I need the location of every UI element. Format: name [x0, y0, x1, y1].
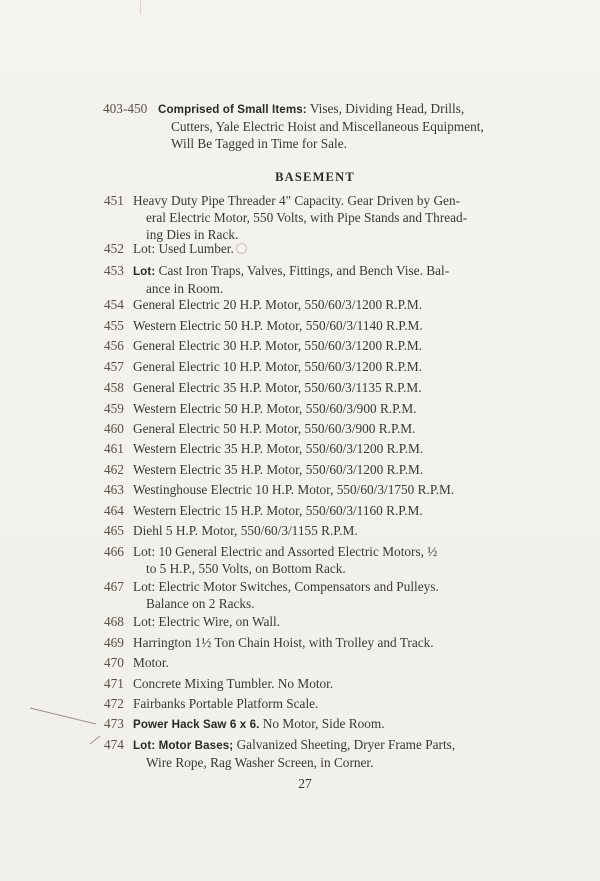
lot-number: 464 — [104, 503, 124, 518]
lot-line: Western Electric 35 H.P. Motor, 550/60/3/1200 R.P.M. — [133, 441, 424, 456]
lot-number: 452 — [104, 241, 124, 256]
lot-line: Heavy Duty Pipe Threader 4" Capacity. Gear Driven by Gen- — [133, 193, 461, 208]
lot-number: 453 — [104, 263, 124, 278]
lot-line: Galvanized Sheeting, Dryer Frame Parts, — [236, 737, 456, 752]
lot-line: to 5 H.P., 550 Volts, on Bottom Rack. — [146, 561, 346, 576]
lot-line: General Electric 35 H.P. Motor, 550/60/3/1135 R.P.M. — [133, 380, 422, 395]
lot-lead: Lot: — [133, 265, 156, 278]
lot-line: Westinghouse Electric 10 H.P. Motor, 550/60/3/1750 R.P.M. — [133, 482, 455, 497]
pencil-stroke-mark — [28, 706, 103, 746]
lot-line: Cast Iron Traps, Valves, Fittings, and Bench Vise. Bal- — [158, 263, 450, 278]
lot-number: 456 — [104, 338, 124, 353]
lot-line: Concrete Mixing Tumbler. No Motor. — [133, 676, 334, 691]
lot-line: Balance on 2 Racks. — [146, 596, 255, 611]
lot-line: Vises, Dividing Head, Drills, — [309, 101, 465, 116]
pencil-line — [30, 708, 96, 724]
lot-line: ance in Room. — [146, 281, 224, 296]
lot-line: Motor. — [133, 655, 169, 670]
lot-lead: Comprised of Small Items: — [158, 103, 307, 116]
lot-lead: Lot: Motor Bases; — [133, 739, 234, 752]
lot-number: 451 — [104, 193, 124, 208]
lot-number: 454 — [104, 297, 124, 312]
lot-description — [133, 578, 499, 612]
lot-number: 461 — [104, 441, 124, 456]
lot-description — [133, 262, 499, 297]
lot-line: General Electric 20 H.P. Motor, 550/60/3/1200 R.P.M. — [133, 297, 423, 312]
top-crease-mark — [140, 0, 151, 14]
lot-line: Western Electric 35 H.P. Motor, 550/60/3/1200 R.P.M. — [133, 462, 424, 477]
lot-description — [133, 461, 499, 478]
section-heading: BASEMENT — [275, 170, 355, 184]
lot-line: Cutters, Yale Electric Hoist and Miscellaneous Equipment, — [171, 119, 484, 134]
lot-description — [133, 654, 499, 671]
lot-line: Will Be Tagged in Time for Sale. — [171, 136, 347, 151]
lot-line: Lot: Electric Motor Switches, Compensators and Pulleys. — [133, 579, 439, 594]
lot-number: 466 — [104, 544, 124, 559]
lot-description — [133, 481, 499, 498]
lot-number: 472 — [104, 696, 124, 711]
lot-number: 463 — [104, 482, 124, 497]
lot-number: 471 — [104, 676, 124, 691]
lot-description — [133, 400, 499, 417]
lot-number: 462 — [104, 462, 124, 477]
lot-description — [158, 100, 500, 152]
lot-description — [133, 522, 499, 539]
lot-line: Lot: Used Lumber. — [133, 241, 234, 256]
lot-description — [133, 240, 499, 257]
lot-description — [133, 379, 499, 396]
lot-line: Lot: Electric Wire, on Wall. — [133, 614, 281, 629]
lot-description — [133, 613, 499, 630]
lot-number: 403-450 — [103, 101, 148, 116]
lot-number: 455 — [104, 318, 124, 333]
lot-line: eral Electric Motor, 550 Volts, with Pipe Stands and Thread- — [146, 210, 468, 225]
lot-line: General Electric 10 H.P. Motor, 550/60/3/1200 R.P.M. — [133, 359, 423, 374]
lot-number: 473 — [104, 716, 124, 731]
lot-description — [133, 440, 499, 457]
lot-number: 468 — [104, 614, 124, 629]
lot-line: Wire Rope, Rag Washer Screen, in Corner. — [146, 755, 374, 770]
lot-line: Harrington 1½ Ton Chain Hoist, with Trolley and Track. — [133, 635, 434, 650]
lot-number: 474 — [104, 737, 124, 752]
lot-line: No Motor, Side Room. — [262, 716, 385, 731]
lot-description — [133, 337, 499, 354]
lot-description — [133, 358, 499, 375]
lot-line: General Electric 30 H.P. Motor, 550/60/3/1200 R.P.M. — [133, 338, 423, 353]
lot-description — [133, 192, 499, 243]
lot-description — [133, 634, 499, 651]
lot-line: Diehl 5 H.P. Motor, 550/60/3/1155 R.P.M. — [133, 523, 358, 538]
lot-description — [133, 695, 499, 712]
lot-line: Fairbanks Portable Platform Scale. — [133, 696, 319, 711]
lot-description — [133, 543, 499, 577]
lot-description — [133, 317, 499, 334]
lot-number: 457 — [104, 359, 124, 374]
lot-number: 459 — [104, 401, 124, 416]
lot-number: 469 — [104, 635, 124, 650]
lot-line: Western Electric 50 H.P. Motor, 550/60/3/900 R.P.M. — [133, 401, 417, 416]
lot-line: ing Dies in Rack. — [146, 227, 239, 242]
lot-line: Lot: 10 General Electric and Assorted Electric Motors, ½ — [133, 544, 438, 559]
lot-number: 460 — [104, 421, 124, 436]
lot-lead: Power Hack Saw 6 x 6. — [133, 718, 260, 731]
lot-description — [133, 502, 499, 519]
lot-number: 465 — [104, 523, 124, 538]
ink-blot-mark — [236, 243, 247, 254]
lot-description — [133, 420, 499, 437]
lot-description — [133, 296, 499, 313]
page-number: 27 — [298, 776, 312, 791]
lot-line: Western Electric 50 H.P. Motor, 550/60/3/1140 R.P.M. — [133, 318, 423, 333]
lot-number: 458 — [104, 380, 124, 395]
lot-number: 470 — [104, 655, 124, 670]
lot-description — [133, 675, 499, 692]
lot-description — [133, 715, 499, 733]
lot-line: General Electric 50 H.P. Motor, 550/60/3/900 R.P.M. — [133, 421, 416, 436]
lot-number: 467 — [104, 579, 124, 594]
lot-description — [133, 736, 499, 771]
lot-line: Western Electric 15 H.P. Motor, 550/60/3/1160 R.P.M. — [133, 503, 423, 518]
pencil-tick — [90, 736, 100, 744]
